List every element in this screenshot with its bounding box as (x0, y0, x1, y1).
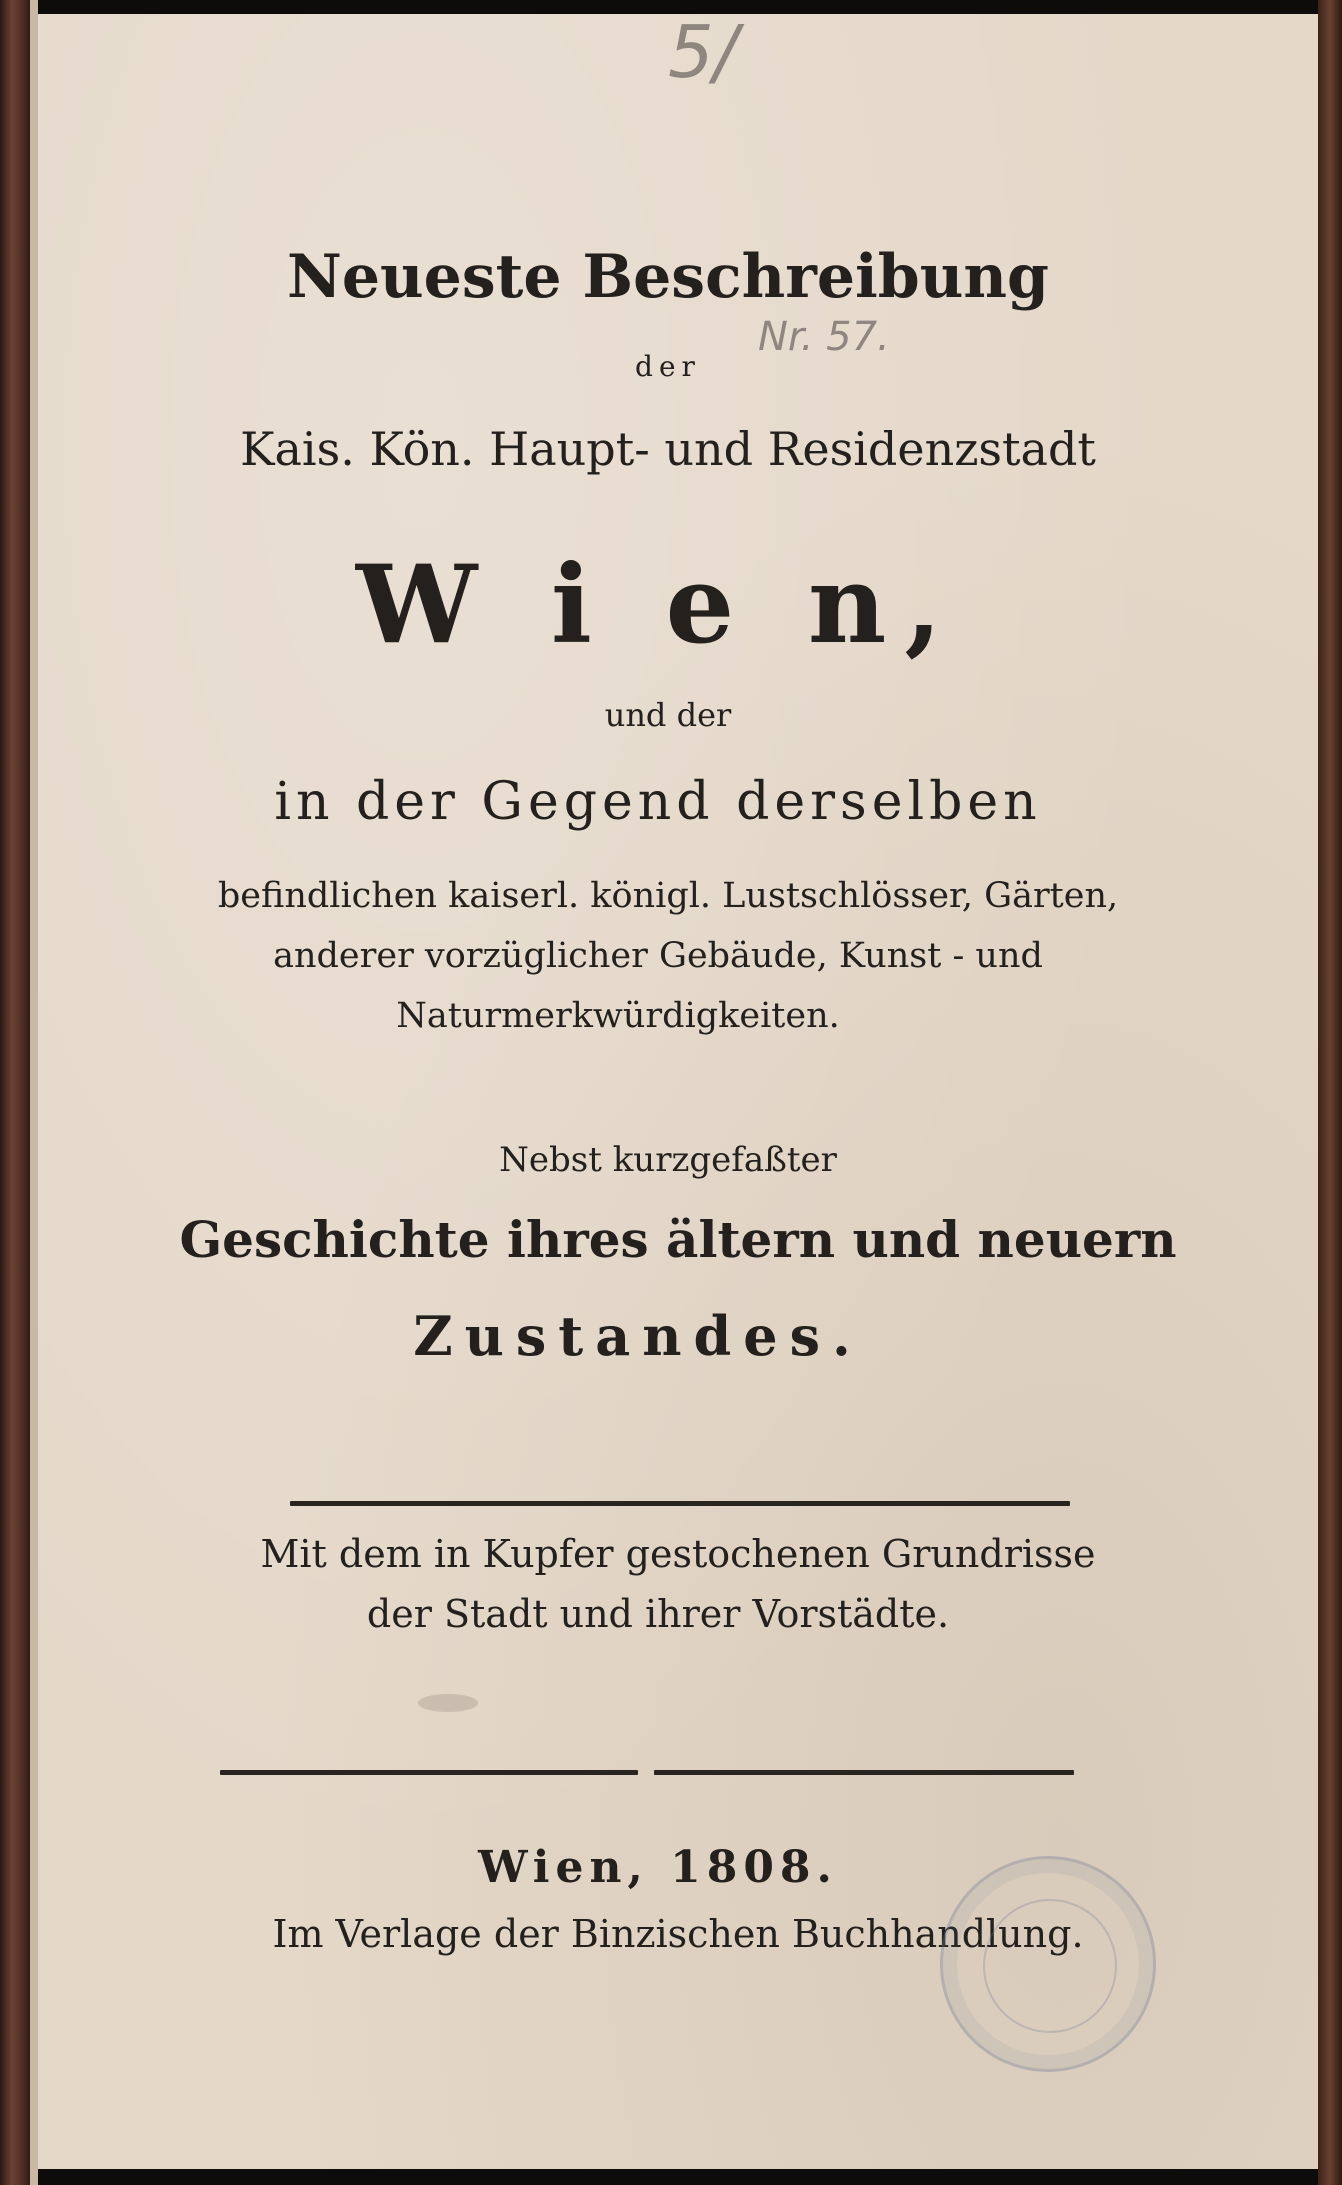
imprint-place-year: Wien, 1808. (478, 1842, 838, 1893)
imprint-publisher: Im Verlage der Binzischen Buchhandlung. (272, 1912, 1084, 1956)
subtitle-line-1: Nebst kurzgefaßter (499, 1140, 837, 1180)
library-stamp-inner-ring (983, 1899, 1117, 2033)
title-line-2: der (635, 350, 701, 383)
title-line-9: Naturmerkwürdigkeiten. (396, 996, 840, 1036)
note-line-2: der Stadt und ihrer Vorstädte. (366, 1592, 950, 1636)
pencil-number: Nr. 57. (758, 314, 890, 360)
note-line-1: Mit dem in Kupfer gestochenen Grundrisse (260, 1532, 1096, 1576)
bottom-divider-rule-left (220, 1770, 638, 1775)
title-line-8: anderer vorzüglicher Gebäude, Kunst - und (273, 936, 1043, 976)
ink-blot (418, 1694, 478, 1712)
title-line-5: und der (604, 696, 732, 734)
title-line-7: befindlichen kaiserl. königl. Lustschlösser, Gärten, (217, 876, 1119, 916)
pencil-shelfmark: 5/ (668, 10, 739, 94)
title-city: W i e n, (356, 542, 960, 668)
title-line-1: Neueste Beschreibung (287, 242, 1049, 312)
subtitle-line-3: Zustandes. (413, 1304, 863, 1368)
top-divider-rule (290, 1501, 1070, 1506)
book-cover-edge (1318, 0, 1342, 2185)
title-line-6: in der Gegend derselben (274, 772, 1042, 832)
subtitle-line-2: Geschichte ihres ältern und neuern (179, 1210, 1177, 1269)
title-line-3: Kais. Kön. Haupt- und Residenzstadt (240, 422, 1096, 476)
bottom-divider-rule-right (654, 1770, 1074, 1775)
library-stamp (940, 1856, 1156, 2072)
title-page (38, 10, 1318, 2169)
